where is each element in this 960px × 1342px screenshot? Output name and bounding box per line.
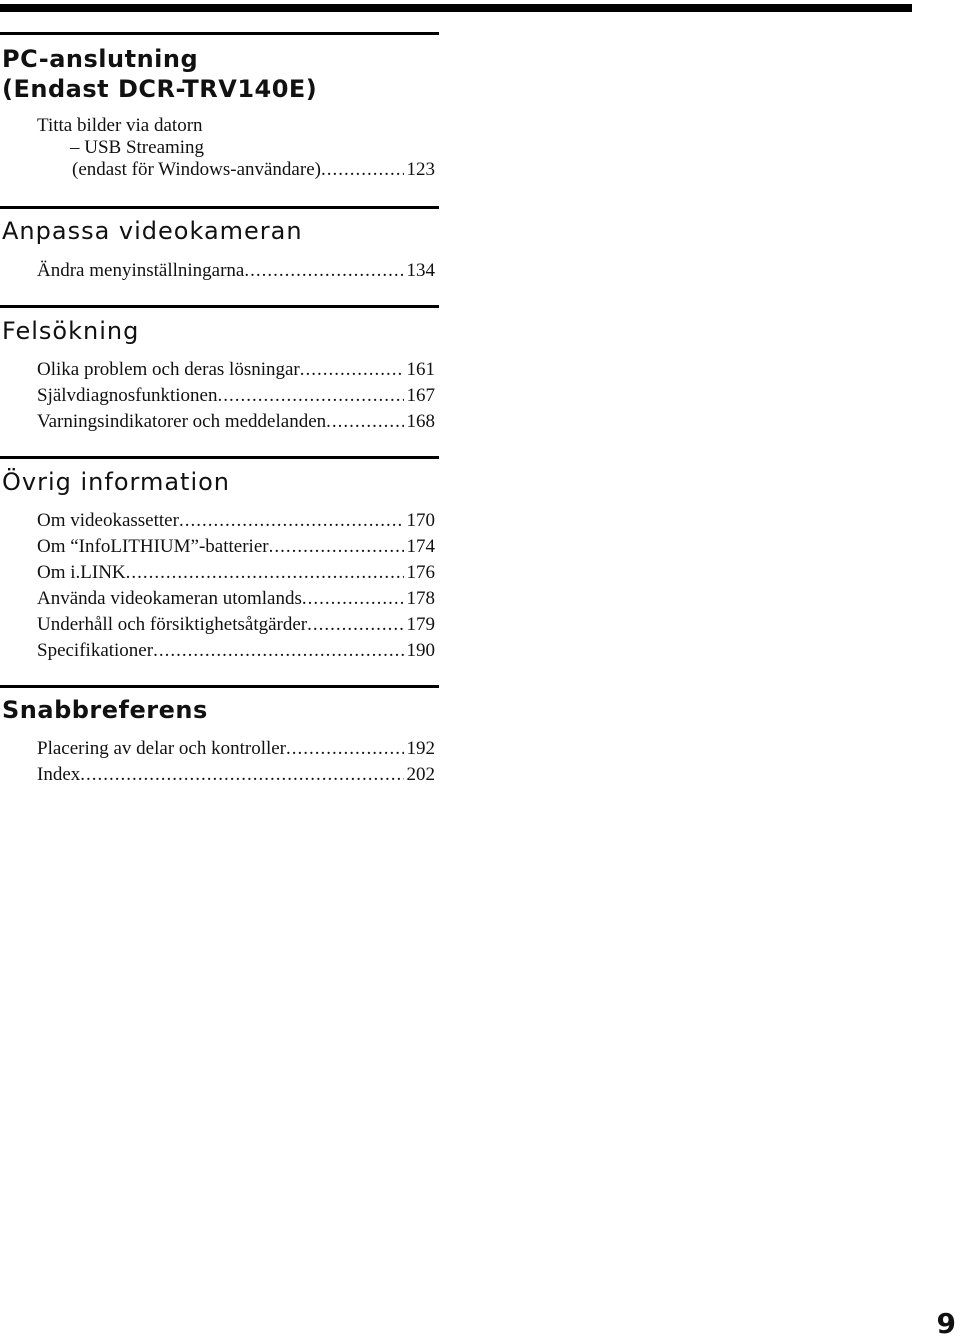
section-divider xyxy=(0,32,439,35)
toc-entry-page: 202 xyxy=(406,764,435,785)
leader-dots xyxy=(153,638,403,664)
section-divider xyxy=(0,305,439,308)
toc-entry-label: Olika problem och deras lösningar xyxy=(37,359,300,380)
section-title: Övrig information xyxy=(2,468,231,496)
leader-dots xyxy=(302,586,404,612)
leader-dots xyxy=(286,736,403,762)
toc-entry-page: 161 xyxy=(406,359,435,380)
leader-dots xyxy=(269,534,404,560)
toc-entry-page: 178 xyxy=(406,588,435,609)
toc-entry-label: Index xyxy=(37,764,81,785)
toc-entry-label: Specifikationer xyxy=(37,640,154,661)
toc-entry[interactable] xyxy=(37,357,435,383)
toc-entry-line[interactable]: Titta bilder via datorn xyxy=(37,115,203,136)
toc-entry[interactable] xyxy=(37,638,435,664)
toc-entry[interactable] xyxy=(37,383,435,409)
toc-entry[interactable] xyxy=(37,762,435,788)
toc-entry-page: 174 xyxy=(406,536,435,557)
toc-entry-page: 176 xyxy=(406,562,435,583)
leader-dots xyxy=(126,560,404,586)
toc-entry[interactable] xyxy=(37,736,435,762)
toc-entry-page: 123 xyxy=(406,159,435,180)
section-divider xyxy=(0,206,439,209)
toc-entry[interactable] xyxy=(37,534,435,560)
toc-entry-label: Placering av delar och kontroller xyxy=(37,738,287,759)
leader-dots xyxy=(307,612,403,638)
leader-dots xyxy=(244,258,403,284)
toc-entry[interactable] xyxy=(37,508,435,534)
leader-dots xyxy=(179,508,404,534)
toc-entry-label: Självdiagnosfunktionen xyxy=(37,385,218,406)
section-title: Anpassa videokameran xyxy=(2,217,303,245)
section-title: Snabbreferens xyxy=(2,696,208,724)
toc-entry[interactable] xyxy=(37,612,435,638)
toc-entry-label: Använda videokameran utomlands xyxy=(37,588,302,609)
toc-entry-page: 167 xyxy=(406,385,435,406)
leader-dots xyxy=(321,157,404,183)
toc-entry-label: Om videokassetter xyxy=(37,510,179,531)
leader-dots xyxy=(326,409,403,435)
section-title: PC-anslutning xyxy=(2,45,199,73)
toc-entry-page: 179 xyxy=(406,614,435,635)
page-number: 9 xyxy=(936,1307,956,1340)
toc-entry[interactable] xyxy=(37,258,435,284)
toc-entry[interactable] xyxy=(37,586,435,612)
toc-entry-label: Varningsindikatorer och meddelanden xyxy=(37,411,327,432)
toc-entry-label: Underhåll och försiktighetsåtgärder xyxy=(37,614,308,635)
toc-entry-page: 192 xyxy=(406,738,435,759)
leader-dots xyxy=(300,357,404,383)
leader-dots xyxy=(80,762,403,788)
section-title: Felsökning xyxy=(2,317,140,345)
toc-entry-label: Om “InfoLITHIUM”-batterier xyxy=(37,536,269,557)
toc-entry-page: 190 xyxy=(406,640,435,661)
toc-entry-page: 134 xyxy=(406,260,435,281)
toc-entry-label: Ändra menyinställningarna xyxy=(37,260,245,281)
section-title-subtitle: (Endast DCR-TRV140E) xyxy=(2,75,318,103)
toc-entry[interactable] xyxy=(37,409,435,435)
toc-entry[interactable] xyxy=(72,157,435,183)
top-rule xyxy=(0,4,912,12)
toc-entry-label: (endast för Windows-användare) xyxy=(72,159,321,180)
toc-entry-label: Om i.LINK xyxy=(37,562,126,583)
section-divider xyxy=(0,456,439,459)
section-divider xyxy=(0,685,439,688)
toc-entry-page: 170 xyxy=(406,510,435,531)
toc-entry-line[interactable]: – USB Streaming xyxy=(70,137,205,158)
toc-entry-page: 168 xyxy=(406,411,435,432)
leader-dots xyxy=(217,383,403,409)
toc-entry[interactable] xyxy=(37,560,435,586)
